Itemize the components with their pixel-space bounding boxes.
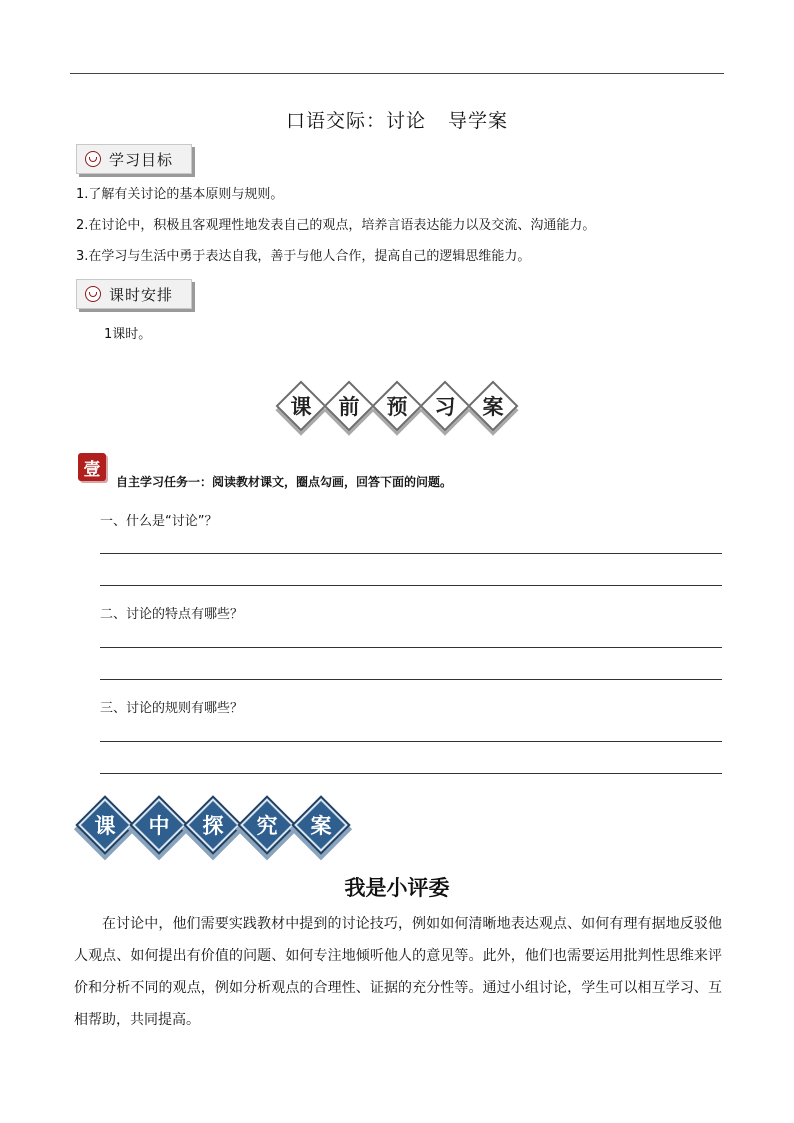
- title-suffix: 导学案: [448, 110, 509, 132]
- banner-char: 预: [386, 394, 408, 419]
- book-icon: [85, 286, 101, 302]
- banner-char: 课: [290, 394, 312, 419]
- banner-char: 课: [94, 813, 116, 838]
- banner-diamond: [325, 382, 373, 430]
- banner-diamond: [132, 798, 186, 852]
- banner-diamond: [186, 798, 240, 852]
- section-label-schedule: [76, 279, 192, 309]
- question: 三、讨论的规则有哪些？: [100, 701, 244, 716]
- banner-char: 探: [202, 813, 224, 838]
- answer-line[interactable]: [100, 647, 722, 648]
- book-icon: [85, 151, 101, 167]
- question: 一、什么是“讨论”？: [100, 514, 218, 529]
- banner-char: 习: [434, 394, 456, 419]
- answer-line[interactable]: [100, 773, 722, 774]
- answer-line[interactable]: [100, 679, 722, 680]
- class-hours: 1课时。: [104, 327, 152, 342]
- body-paragraph: 在讨论中，他们需要实践教材中提到的讨论技巧，例如如何清晰地表达观点、如何有理有据地反驳他人观点、如何提出有价值的问题、如何专注地倾听他人的意见等。此外，他们也需要运用批判性思维来评价和分析不同的观点，例如分析观点的合理性、证据的充分性等。通过小组讨论，学生可以相互学习、互相帮助，共同提高。: [74, 916, 722, 1028]
- banner-diamond: [78, 798, 132, 852]
- title-main: 口语交际：讨论: [285, 110, 426, 132]
- explore-banner: [78, 798, 348, 852]
- banner-char: 究: [256, 813, 278, 838]
- activity-title: 我是小评委: [344, 876, 450, 900]
- banner-diamond: [421, 382, 469, 430]
- section-label-text: 课时安排: [109, 285, 174, 304]
- banner-diamond: [294, 798, 348, 852]
- answer-line[interactable]: [100, 553, 722, 554]
- objective-item: 2.在讨论中，积极且客观理性地发表自己的观点，培养言语表达能力以及交流、沟通能力。: [76, 218, 596, 233]
- answer-line[interactable]: [100, 741, 722, 742]
- section-label-objectives: [76, 144, 192, 174]
- preview-banner: [277, 382, 517, 430]
- banner-char: 案: [310, 813, 332, 838]
- header-rule: [70, 73, 724, 74]
- banner-diamond: [277, 382, 325, 430]
- page-title: [0, 106, 794, 133]
- banner-diamond: [240, 798, 294, 852]
- objective-item: 1.了解有关讨论的基本原则与规则。: [76, 187, 284, 202]
- objective-item: 3.在学习与生活中勇于表达自我，善于与他人合作，提高自己的逻辑思维能力。: [76, 249, 531, 264]
- section-label-text: 学习目标: [109, 150, 174, 169]
- question: 二、讨论的特点有哪些？: [100, 607, 244, 622]
- banner-char: 前: [338, 394, 360, 419]
- banner-diamond: [469, 382, 517, 430]
- banner-diamond: [373, 382, 421, 430]
- banner-char: 案: [482, 394, 504, 419]
- task-badge: 壹: [78, 453, 106, 481]
- banner-char: 中: [148, 813, 170, 838]
- task-instruction: 自主学习任务一：阅读教材课文，圈点勾画，回答下面的问题。: [116, 475, 453, 489]
- answer-line[interactable]: [100, 585, 722, 586]
